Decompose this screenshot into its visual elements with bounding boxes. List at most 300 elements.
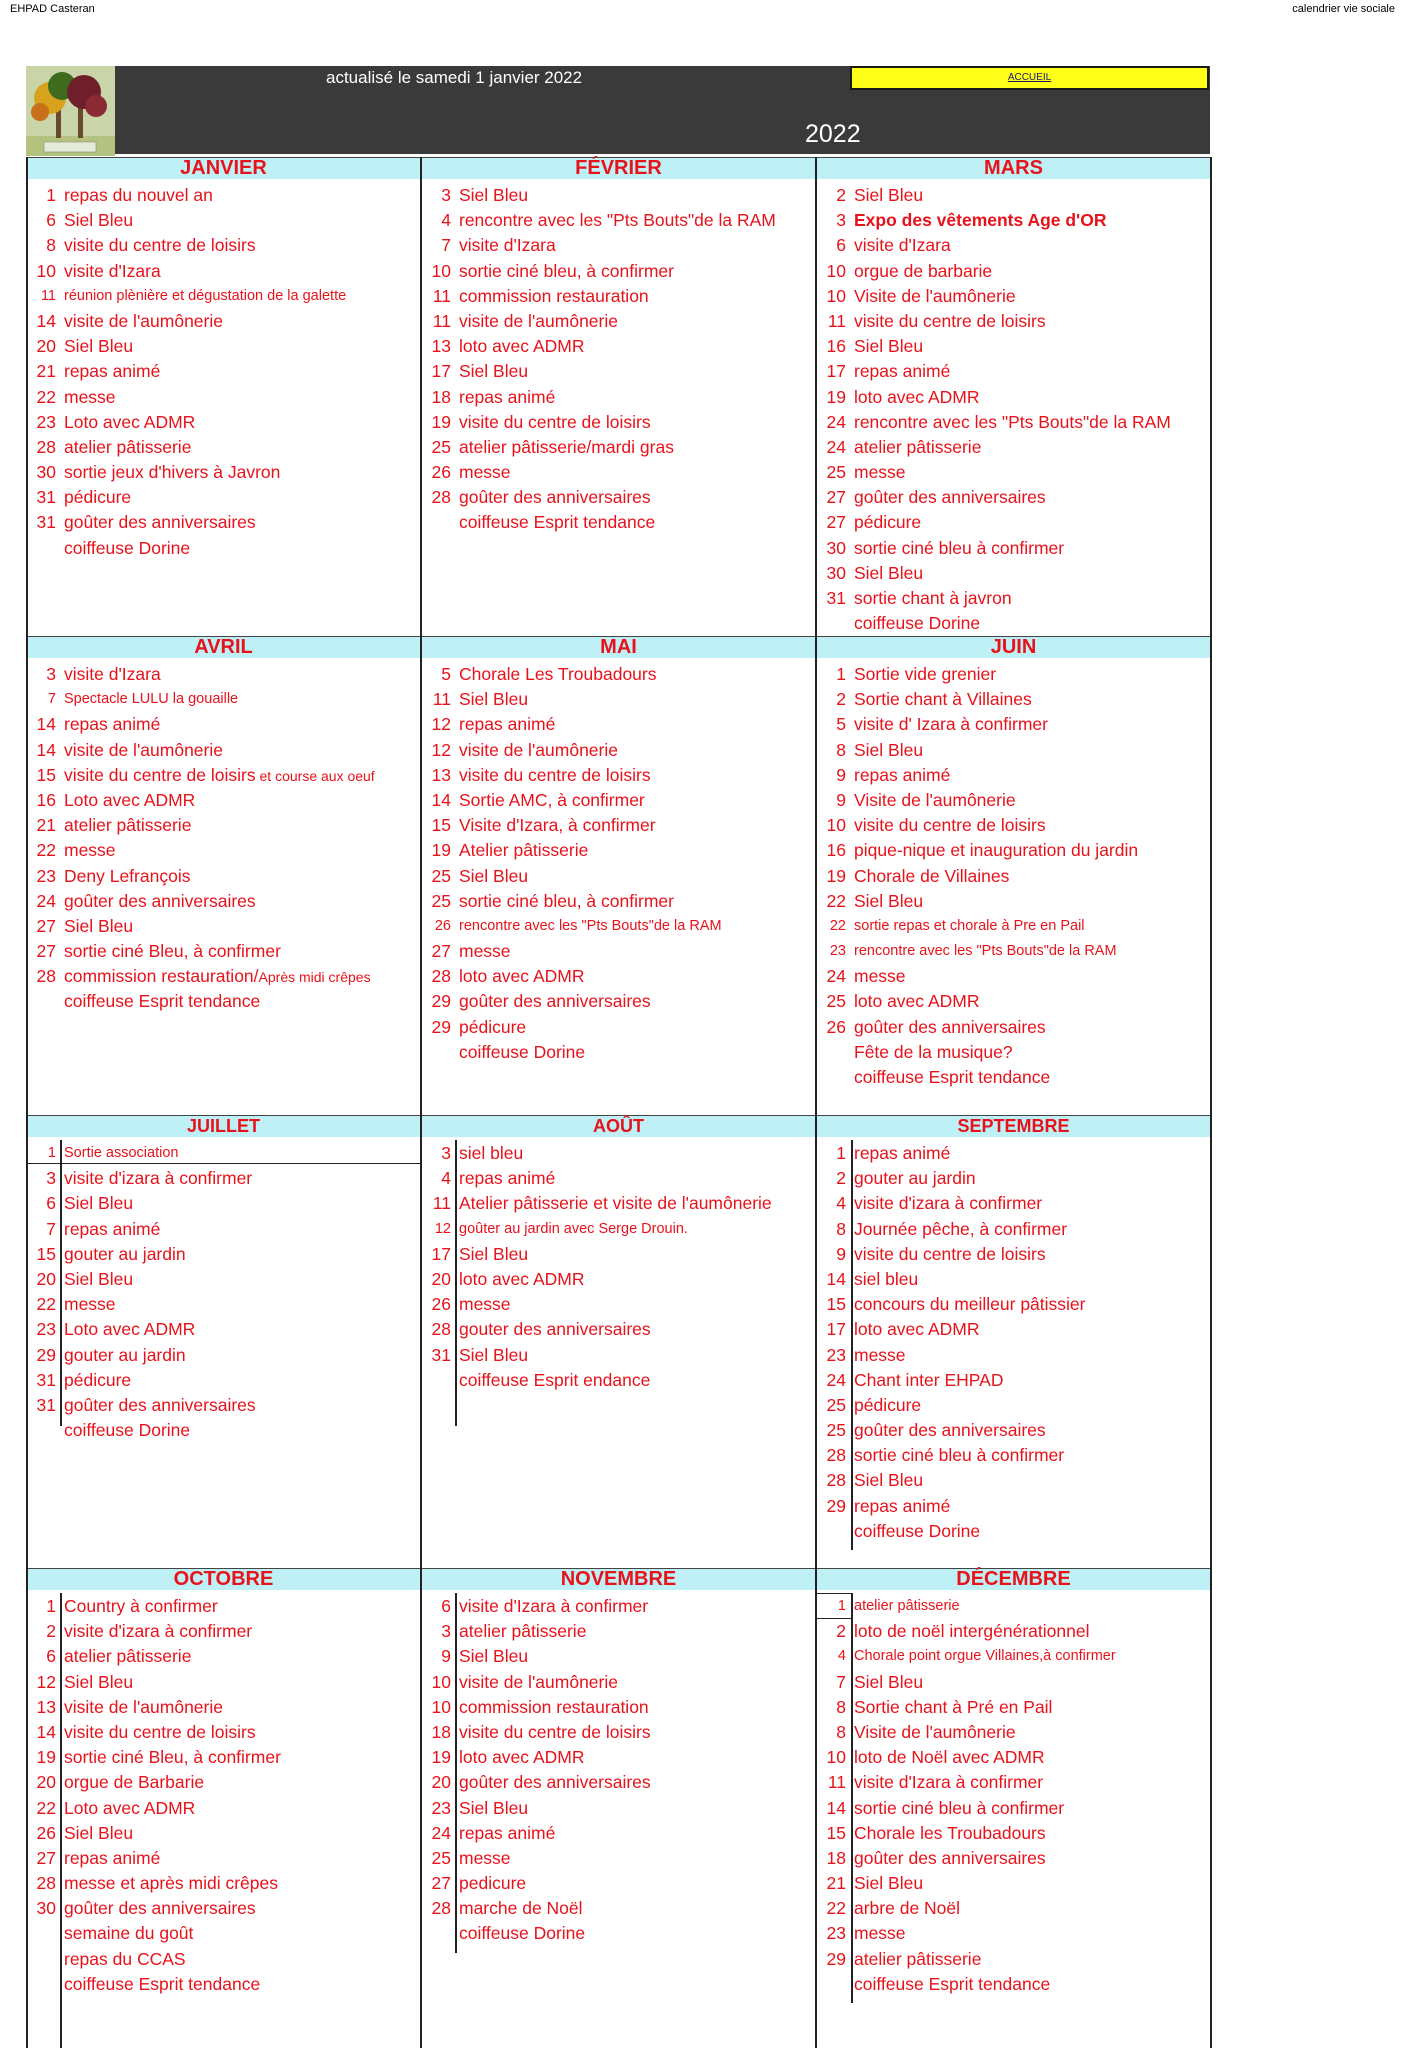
calendar-entry	[431, 763, 722, 788]
entry-day: 3	[441, 185, 451, 205]
calendar-entry	[826, 1368, 1086, 1393]
calendar-entry	[431, 359, 776, 384]
grid-line	[455, 1140, 457, 1426]
entry-text: coiffeuse Dorine	[459, 1923, 586, 1944]
entry-text: visite de l'aumônerie	[64, 310, 223, 331]
calendar-entry	[826, 1418, 1086, 1443]
entry-text: visite d'izara à confirmer	[854, 1193, 1043, 1214]
entry-text-suffix: et course aux oeuf	[255, 767, 375, 784]
calendar-entry	[826, 1947, 1116, 1972]
entry-text: loto avec ADMR	[459, 1747, 585, 1768]
calendar-entry	[441, 183, 776, 208]
entry-day: 29	[826, 1948, 846, 1969]
calendar-entry	[431, 1317, 772, 1342]
calendar-entry	[36, 1896, 281, 1921]
entry-day: 14	[36, 310, 56, 331]
entry-day: 30	[36, 462, 56, 483]
calendar-entry	[431, 1292, 772, 1317]
entry-text: visite d'Izara	[459, 235, 556, 256]
calendar-entry	[854, 611, 1171, 636]
entry-text: Sortie vide grenier	[854, 664, 997, 684]
entry-text: Chant inter EHPAD	[854, 1369, 1004, 1390]
entry-day: 10	[826, 285, 846, 306]
entry-text: sortie repas et chorale à Pre en Pail	[854, 917, 1085, 934]
month-list-mai	[431, 662, 722, 1065]
calendar-entry	[826, 1468, 1086, 1493]
entry-text: Visite de l'aumônerie	[854, 789, 1016, 810]
calendar-entry	[36, 1720, 281, 1745]
calendar-entry	[432, 687, 722, 712]
month-list-mars	[826, 183, 1171, 636]
entry-day: 10	[826, 260, 846, 281]
entry-text: réunion plènière et dégustation de la galette	[64, 287, 347, 304]
calendar-entry	[441, 1166, 772, 1191]
calendar-entry	[836, 712, 1138, 737]
entry-day: 23	[826, 1344, 846, 1365]
entry-text: sortie ciné bleu à confirmer	[854, 1797, 1065, 1818]
entry-day: 17	[431, 361, 451, 382]
entry-text: sortie ciné Bleu, à confirmer	[64, 941, 281, 962]
entry-text: visite d'izara à confirmer	[64, 1168, 253, 1189]
calendar-entry	[854, 1519, 1086, 1544]
entry-text: repas animé	[64, 361, 161, 382]
logo	[26, 66, 115, 156]
calendar-entry	[36, 334, 346, 359]
calendar-entry	[829, 939, 1138, 964]
entry-day: 8	[836, 1696, 846, 1717]
calendar-entry	[836, 1670, 1116, 1695]
entry-day: 14	[36, 1721, 56, 1742]
entry-text: Siel Bleu	[459, 361, 529, 382]
entry-text: visite de l'aumônerie	[459, 1671, 618, 1692]
calendar-entry	[36, 259, 346, 284]
entry-text: visite du centre de loisirs	[459, 764, 651, 785]
entry-text: Siel Bleu	[854, 890, 924, 911]
calendar-entry	[826, 1015, 1138, 1040]
calendar-entry	[826, 1393, 1086, 1418]
entry-text: sortie ciné Bleu, à confirmer	[64, 1747, 281, 1768]
entry-text: atelier pâtisserie	[854, 436, 982, 457]
entry-day: 11	[827, 310, 846, 331]
entry-text: Visite d'Izara, à confirmer	[459, 815, 656, 836]
entry-day: 3	[46, 664, 56, 684]
calendar-entry	[827, 1770, 1116, 1795]
entry-text: gouter au jardin	[854, 1168, 976, 1189]
entry-day: 11	[827, 1772, 846, 1793]
calendar-entry	[36, 712, 375, 737]
calendar-entry	[46, 1166, 256, 1191]
entry-day: 26	[434, 917, 451, 934]
calendar-entry	[836, 788, 1138, 813]
calendar-entry	[836, 738, 1138, 763]
entry-text: coiffeuse Esprit endance	[459, 1369, 651, 1390]
entry-text: orgue de Barbarie	[64, 1772, 205, 1793]
entry-text: messe	[64, 386, 116, 407]
entry-day: 22	[36, 1294, 56, 1315]
entry-text: pédicure	[854, 512, 922, 533]
entry-day: 24	[36, 890, 56, 911]
entry-text: Siel Bleu	[64, 210, 134, 231]
entry-day: 9	[441, 1646, 451, 1667]
entry-day: 23	[829, 943, 846, 960]
calendar-entry	[36, 460, 346, 485]
calendar-entry	[826, 536, 1171, 561]
calendar-entry	[826, 334, 1171, 359]
calendar-entry	[36, 1745, 281, 1770]
grid-line	[455, 1593, 457, 1953]
month-title-fevrier: FÉVRIER	[575, 157, 662, 179]
month-title-juin: JUIN	[990, 636, 1037, 658]
calendar-entry	[36, 788, 375, 813]
calendar-entry	[826, 1871, 1116, 1896]
calendar-entry	[431, 738, 722, 763]
entry-day: 10	[431, 260, 451, 281]
entry-text: visite d'Izara à confirmer	[459, 1596, 649, 1616]
entry-day: 23	[36, 865, 56, 886]
entry-text: repas du CCAS	[64, 1948, 186, 1969]
entry-text: visite du centre de loisirs	[854, 310, 1046, 331]
entry-day: 14	[36, 714, 56, 735]
entry-day: 25	[431, 436, 451, 457]
entry-day: 20	[431, 1772, 451, 1793]
calendar-entry	[431, 864, 722, 889]
entry-text: sortie ciné bleu, à confirmer	[459, 260, 674, 281]
entry-text-suffix: Après midi crêpes	[258, 969, 371, 986]
calendar-entry	[434, 914, 722, 939]
calendar-entry	[431, 989, 722, 1014]
calendar-entry	[836, 1191, 1086, 1216]
calendar-entry	[36, 385, 346, 410]
entry-day: 19	[826, 865, 846, 886]
entry-day: 28	[826, 1470, 846, 1491]
calendar-entry	[826, 410, 1171, 435]
entry-text: repas animé	[854, 361, 951, 382]
entry-text: loto de noël intergénérationnel	[854, 1621, 1090, 1642]
entry-text: messe	[854, 462, 906, 483]
entry-text: repas animé	[854, 1143, 951, 1163]
calendar-entry	[431, 1821, 651, 1846]
tree-logo-icon	[26, 66, 115, 156]
calendar-entry	[431, 838, 722, 863]
entry-text: Chorale les Troubadours	[854, 1822, 1046, 1843]
calendar-entry	[64, 536, 346, 561]
entry-text: loto avec ADMR	[854, 1319, 980, 1340]
month-list-avril	[36, 662, 375, 1015]
entry-day: 28	[431, 966, 451, 987]
calendar-entry	[431, 460, 776, 485]
entry-day: 25	[826, 1420, 846, 1441]
entry-day: 18	[431, 1721, 451, 1742]
entry-text: coiffeuse Dorine	[64, 1420, 191, 1441]
month-list-juillet	[36, 1141, 256, 1443]
month-list-octobre	[36, 1594, 281, 1997]
entry-day: 13	[431, 764, 451, 785]
entry-text: Chorale de Villaines	[854, 865, 1010, 886]
calendar-entry	[826, 1494, 1086, 1519]
entry-day: 24	[826, 436, 846, 457]
entry-text: Siel Bleu	[854, 336, 924, 357]
calendar-entry	[826, 1821, 1116, 1846]
entry-text: Siel Bleu	[459, 1243, 529, 1264]
entry-day: 8	[836, 1721, 846, 1742]
calendar-entry	[854, 1040, 1138, 1065]
entry-text: gouter au jardin	[64, 1243, 186, 1264]
entry-day: 11	[40, 287, 56, 304]
grid-line	[851, 1593, 853, 2003]
calendar-entry	[46, 1217, 256, 1242]
entry-day: 31	[431, 1344, 451, 1365]
calendar-entry	[46, 1619, 281, 1644]
calendar-entry	[431, 1343, 772, 1368]
entry-text: commission restauration	[459, 285, 649, 306]
entry-text: loto avec ADMR	[459, 1268, 585, 1289]
calendar-entry	[36, 838, 375, 863]
entry-text: messe	[64, 1294, 116, 1315]
entry-text: rencontre avec les "Pts Bouts"de la RAM	[459, 917, 722, 934]
calendar-entry	[826, 359, 1171, 384]
calendar-entry	[36, 1846, 281, 1871]
entry-text: coiffeuse Esprit tendance	[854, 1067, 1051, 1087]
calendar-entry	[826, 1343, 1086, 1368]
entry-day: 15	[36, 1243, 56, 1264]
entry-text: atelier pâtisserie	[854, 1948, 982, 1969]
entry-day: 17	[826, 1319, 846, 1340]
grid-line	[1210, 157, 1212, 2048]
entry-day: 6	[46, 210, 56, 231]
entry-day: 12	[431, 739, 451, 760]
entry-day: 18	[826, 1847, 846, 1868]
calendar-entry	[36, 435, 346, 460]
entry-text: goûter des anniversaires	[459, 991, 651, 1012]
calendar-entry	[46, 1191, 256, 1216]
entry-day: 1	[837, 1598, 846, 1614]
entry-text: repas du nouvel an	[64, 185, 213, 205]
entry-text: loto avec ADMR	[854, 991, 980, 1012]
entry-day: 11	[432, 1193, 451, 1214]
entry-text: sortie chant à javron	[854, 588, 1012, 608]
entry-day: 28	[431, 487, 451, 508]
entry-day: 7	[441, 235, 451, 256]
calendar-entry	[36, 1796, 281, 1821]
entry-text: coiffeuse Esprit tendance	[64, 1973, 261, 1994]
month-title-octobre: OCTOBRE	[173, 1568, 274, 1590]
entry-text: visite du centre de loisirs	[459, 1721, 651, 1742]
calendar-entry	[836, 1166, 1086, 1191]
calendar-entry	[36, 964, 375, 989]
calendar-entry	[826, 485, 1171, 510]
calendar-entry	[36, 864, 375, 889]
entry-text: Siel Bleu	[64, 1822, 134, 1843]
month-title-mars: MARS	[984, 157, 1043, 179]
entry-day: 25	[826, 1394, 846, 1415]
calendar-entry	[431, 1745, 651, 1770]
entry-day: 23	[431, 1797, 451, 1818]
entry-text: visite du centre de loisirs	[64, 1721, 256, 1742]
entry-day: 22	[36, 1797, 56, 1818]
entry-text: siel bleu	[459, 1143, 524, 1163]
entry-day: 27	[826, 512, 846, 533]
entry-day: 25	[826, 462, 846, 483]
entry-day: 13	[36, 1696, 56, 1717]
entry-day: 29	[431, 991, 451, 1012]
entry-text: Siel Bleu	[459, 1344, 529, 1365]
entry-day: 2	[836, 185, 846, 205]
grid-line	[420, 157, 422, 2048]
grid-line	[851, 1140, 853, 1550]
entry-day: 27	[36, 915, 56, 936]
entry-text: pédicure	[64, 1369, 132, 1390]
calendar-entry	[36, 914, 375, 939]
calendar-entry	[36, 1317, 256, 1342]
calendar-entry	[36, 1242, 256, 1267]
entry-day: 16	[826, 336, 846, 357]
calendar-entry	[36, 410, 346, 435]
entry-day: 4	[836, 1193, 846, 1214]
entry-day: 25	[431, 865, 451, 886]
entry-text: Visite de l'aumônerie	[854, 285, 1016, 306]
entry-day: 24	[826, 411, 846, 432]
entry-day: 15	[826, 1822, 846, 1843]
calendar-entry	[836, 183, 1171, 208]
calendar-entry	[434, 1217, 772, 1242]
entry-day: 22	[36, 386, 56, 407]
calendar-entry	[826, 510, 1171, 535]
entry-text: atelier pâtisserie/mardi gras	[459, 436, 674, 457]
update-date: actualisé le samedi 1 janvier 2022	[326, 68, 583, 87]
entry-day: 4	[837, 1648, 846, 1665]
entry-text: visite de l'aumônerie	[459, 739, 618, 760]
entry-day: 31	[826, 588, 846, 608]
entry-text: visite du centre de loisirs	[854, 1243, 1046, 1264]
entry-text: Siel Bleu	[64, 915, 134, 936]
entry-text: sortie jeux d'hivers à Javron	[64, 462, 281, 483]
entry-day: 20	[36, 336, 56, 357]
entry-text: Siel Bleu	[459, 1797, 529, 1818]
entry-text: Siel Bleu	[854, 1873, 924, 1894]
entry-day: 1	[836, 664, 846, 684]
calendar-entry	[854, 1065, 1138, 1090]
entry-text: messe	[854, 966, 906, 987]
month-title-avril: AVRIL	[194, 636, 253, 658]
entry-text: goûter des anniversaires	[854, 1420, 1046, 1441]
entry-day: 28	[36, 1873, 56, 1894]
entry-text: visite d' Izara à confirmer	[854, 714, 1048, 735]
entry-text: atelier pâtisserie	[64, 436, 192, 457]
calendar-entry	[826, 1846, 1116, 1871]
entry-text: Siel Bleu	[854, 185, 924, 205]
grid-line	[26, 157, 28, 2048]
calendar-entry	[431, 964, 722, 989]
calendar-entry	[826, 1896, 1116, 1921]
month-title-mai: MAI	[600, 636, 637, 658]
calendar-entry	[431, 813, 722, 838]
month-title-juillet: JUILLET	[186, 1116, 260, 1136]
calendar-entry	[431, 259, 776, 284]
entry-day: 12	[434, 1220, 451, 1237]
entry-text: Spectacle LULU la gouaille	[64, 691, 239, 708]
entry-day: 14	[826, 1797, 846, 1818]
calendar-entry	[441, 1619, 651, 1644]
month-title-novembre: NOVEMBRE	[560, 1568, 677, 1590]
calendar-entry	[836, 1217, 1086, 1242]
calendar-entry	[36, 813, 375, 838]
entry-day: 6	[836, 235, 846, 256]
entry-text: marche de Noël	[459, 1898, 583, 1919]
entry-day: 9	[836, 764, 846, 785]
home-link-button[interactable]: ACCUEIL	[850, 66, 1209, 90]
entry-text: Siel Bleu	[459, 689, 529, 710]
calendar-entry	[47, 687, 375, 712]
entry-day: 3	[46, 1168, 56, 1189]
entry-day: 23	[36, 1319, 56, 1340]
calendar-entry	[36, 1871, 281, 1896]
calendar-entry	[431, 1670, 651, 1695]
entry-text: coiffeuse Dorine	[459, 1041, 586, 1062]
grid-line	[815, 157, 817, 2048]
entry-text: rencontre avec les "Pts Bouts"de la RAM	[854, 943, 1117, 960]
entry-text: sortie ciné bleu à confirmer	[854, 1445, 1065, 1466]
calendar-entry	[46, 1644, 281, 1669]
entry-day: 2	[836, 1168, 846, 1189]
entry-day: 22	[826, 890, 846, 911]
entry-text: Visite de l'aumônerie	[854, 1721, 1016, 1742]
calendar-entry	[826, 889, 1138, 914]
calendar-entry	[36, 1368, 256, 1393]
year-heading: 2022	[805, 120, 861, 148]
entry-text: messe	[854, 1344, 906, 1365]
entry-text: loto avec ADMR	[459, 336, 585, 357]
entry-text: sortie ciné bleu, à confirmer	[459, 890, 674, 911]
month-list-fevrier	[431, 183, 776, 536]
entry-text: Siel Bleu	[854, 562, 924, 583]
calendar-entry	[36, 359, 346, 384]
calendar-entry	[441, 1644, 651, 1669]
entry-day: 31	[36, 1369, 56, 1390]
entry-day: 31	[36, 487, 56, 508]
entry-day: 11	[432, 689, 451, 710]
calendar-entry	[431, 410, 776, 435]
entry-text: atelier pâtisserie	[854, 1598, 960, 1614]
calendar-entry	[826, 1745, 1116, 1770]
entry-text: Siel Bleu	[459, 185, 529, 205]
entry-day: 17	[431, 1243, 451, 1264]
entry-text: orgue de barbarie	[854, 260, 993, 281]
entry-text: pédicure	[459, 1016, 527, 1037]
calendar-entry	[836, 208, 1171, 233]
calendar-entry	[441, 233, 776, 258]
entry-text: goûter des anniversaires	[64, 1394, 256, 1415]
entry-day: 21	[36, 361, 56, 382]
calendar-entry	[431, 385, 776, 410]
entry-day: 10	[36, 260, 56, 281]
calendar-entry	[826, 561, 1171, 586]
calendar-entry	[432, 1191, 772, 1216]
entry-text: Atelier pâtisserie et visite de l'aumônerie	[459, 1193, 772, 1214]
entry-day: 25	[431, 1847, 451, 1868]
calendar-entry	[441, 1594, 651, 1619]
calendar-entry	[36, 1267, 256, 1292]
entry-day: 10	[431, 1671, 451, 1692]
calendar-entry	[36, 485, 346, 510]
entry-text: goûter des anniversaires	[64, 890, 256, 911]
calendar-entry	[64, 1921, 281, 1946]
entry-text: coiffeuse Esprit tendance	[854, 1973, 1051, 1994]
calendar-entry	[431, 334, 776, 359]
entry-text: visite d'Izara	[64, 260, 161, 281]
calendar-entry	[46, 233, 346, 258]
entry-text: visite de l'aumônerie	[64, 739, 223, 760]
calendar-entry	[64, 989, 375, 1014]
